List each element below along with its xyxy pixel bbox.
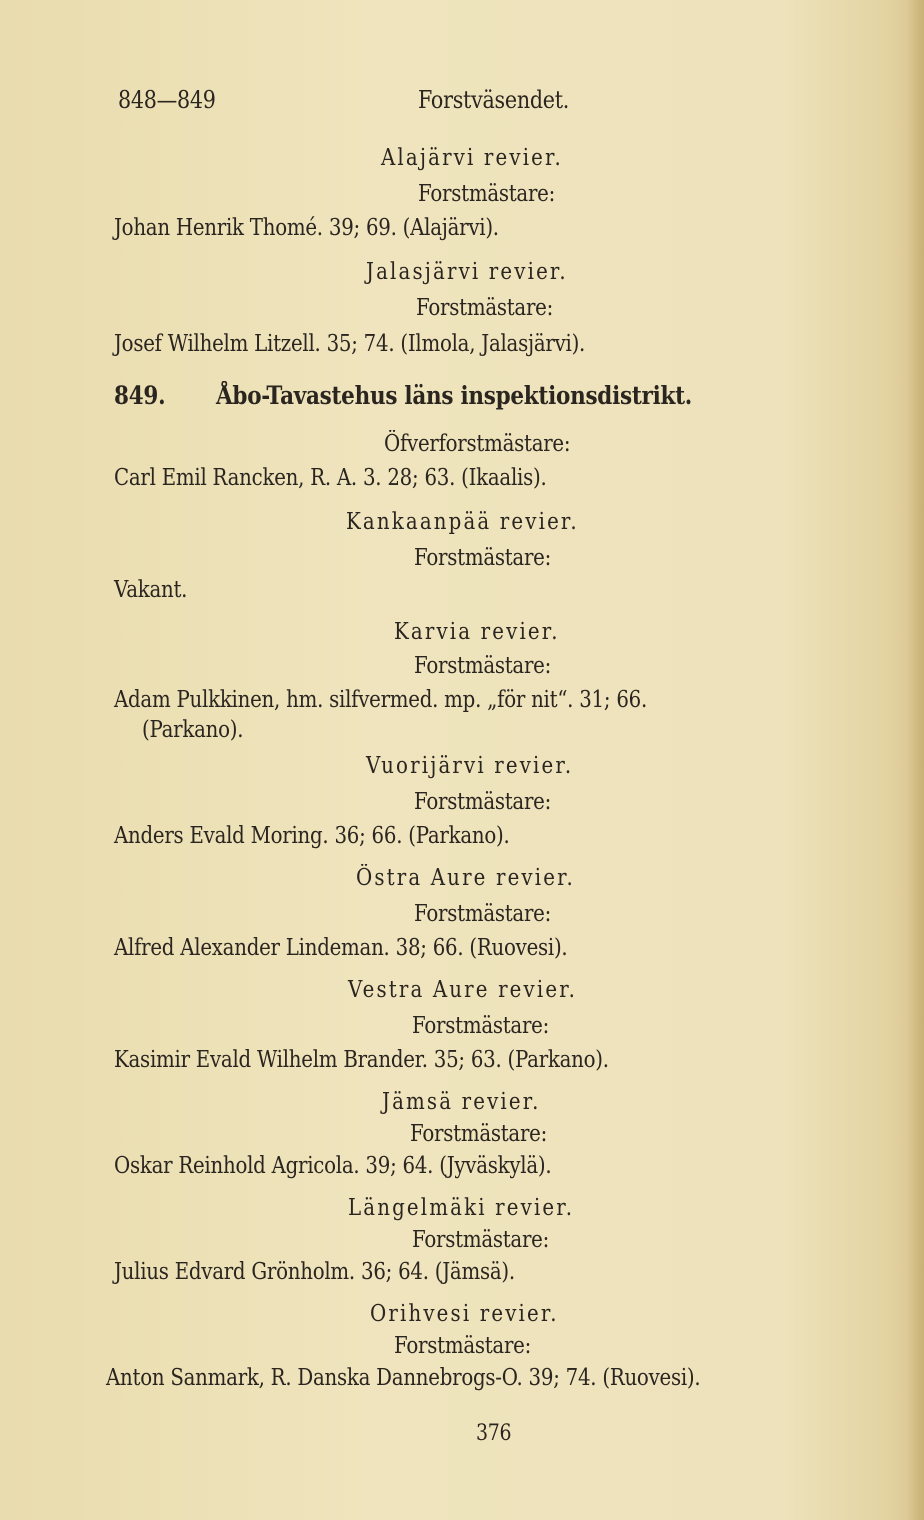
district-number: 849. xyxy=(114,381,166,410)
page-number: 376 xyxy=(476,1421,512,1446)
revier-heading: Jalasjärvi revier. xyxy=(366,259,568,285)
revier-heading: Karvia revier. xyxy=(394,619,560,645)
role-label: Forstmästare: xyxy=(412,1227,550,1253)
role-label: Forstmästare: xyxy=(414,789,552,815)
role-label: Forstmästare: xyxy=(412,1013,550,1039)
entry-text: Josef Wilhelm Litzell. 35; 74. (Ilmola, Jalasjärvi). xyxy=(114,331,586,357)
role-label: Forstmästare: xyxy=(410,1121,548,1147)
entry-text-continued: (Parkano). xyxy=(142,717,244,743)
role-label: Forstmästare: xyxy=(414,545,552,571)
revier-heading: Vuorijärvi revier. xyxy=(366,753,574,779)
entry-text: Oskar Reinhold Agricola. 39; 64. (Jyväskylä). xyxy=(114,1153,552,1179)
role-label: Forstmästare: xyxy=(394,1333,532,1359)
role-label: Forstmästare: xyxy=(414,901,552,927)
role-label: Öfverforstmästare: xyxy=(384,431,571,457)
role-label: Forstmästare: xyxy=(416,295,554,321)
revier-heading: Jämsä revier. xyxy=(382,1089,541,1115)
page-edge-shadow xyxy=(906,0,924,1520)
entry-text: Anton Sanmark, R. Danska Dannebrogs-O. 39; 74. (Ruovesi). xyxy=(106,1365,701,1391)
district-title: Åbo-Tavastehus läns inspektionsdistrikt. xyxy=(216,381,693,410)
entry-text: Anders Evald Moring. 36; 66. (Parkano). xyxy=(114,823,510,849)
revier-heading: Orihvesi revier. xyxy=(370,1301,559,1327)
role-label: Forstmästare: xyxy=(414,653,552,679)
revier-heading: Vestra Aure revier. xyxy=(348,977,578,1003)
entry-text: Adam Pulkkinen, hm. silfvermed. mp. „för nit“. 31; 66. xyxy=(114,687,648,713)
entry-text: Julius Edvard Grönholm. 36; 64. (Jämsä). xyxy=(114,1259,515,1285)
revier-heading: Östra Aure revier. xyxy=(356,865,575,891)
entry-text: Johan Henrik Thomé. 39; 69. (Alajärvi). xyxy=(114,215,499,241)
entry-text: Vakant. xyxy=(114,577,188,603)
role-label: Forstmästare: xyxy=(418,181,556,207)
section-numbers: 848—849 xyxy=(118,86,216,114)
revier-heading: Kankaanpää revier. xyxy=(346,509,579,535)
entry-text: Kasimir Evald Wilhelm Brander. 35; 63. (Parkano). xyxy=(114,1047,609,1073)
entry-text: Alfred Alexander Lindeman. 38; 66. (Ruovesi). xyxy=(114,935,568,961)
revier-heading: Alajärvi revier. xyxy=(381,145,563,171)
entry-text: Carl Emil Rancken, R. A. 3. 28; 63. (Ikaalis). xyxy=(114,465,547,491)
running-title: Forstväsendet. xyxy=(418,86,570,114)
revier-heading: Längelmäki revier. xyxy=(348,1195,575,1221)
